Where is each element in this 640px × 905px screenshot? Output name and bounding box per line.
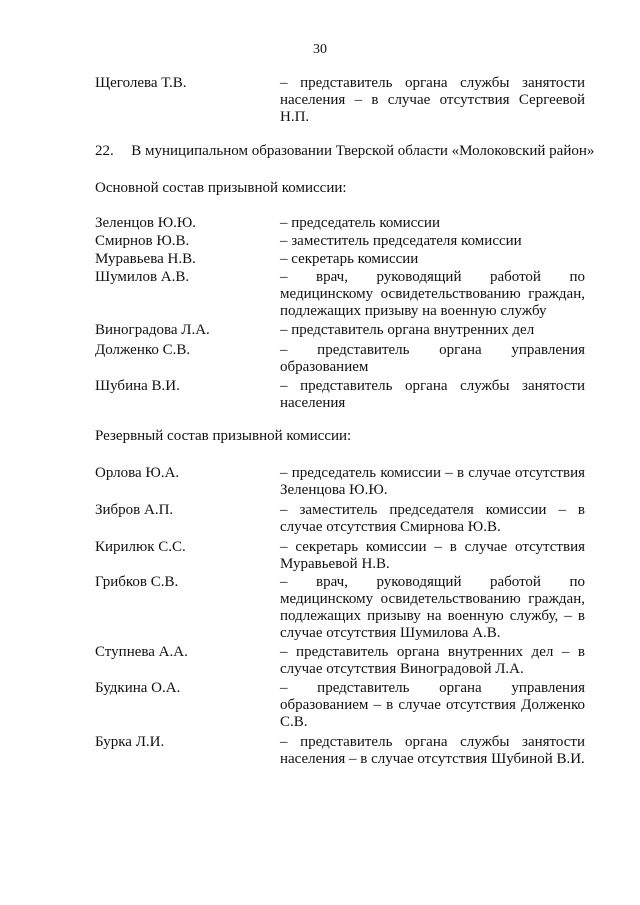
reserve-composition-heading: Резервный состав призывной комиссии: — [95, 428, 352, 444]
section-title: В муниципальном образовании Тверской области «Молоковский район» — [131, 143, 595, 159]
member-name: Смирнов Ю.В. — [95, 233, 190, 249]
member-role-line: подлежащих призыву на военную службу, – в — [280, 608, 585, 624]
member-role-line: подлежащих призыву на военную службу — [280, 303, 547, 319]
member-role-line: – заместитель председателя комиссии – в — [280, 502, 585, 518]
member-role-line: – представитель органа службы занятости — [280, 734, 585, 750]
member-name: Зеленцов Ю.Ю. — [95, 215, 197, 231]
member-role-line: Муравьевой Н.В. — [280, 556, 390, 572]
member-role — [280, 502, 585, 536]
member-role-line: С.В. — [280, 714, 308, 730]
member-name: Шумилов А.В. — [95, 269, 190, 285]
member-role — [280, 574, 585, 642]
member-role-line: – секретарь комиссии — [280, 251, 419, 267]
page-number: 30 — [313, 42, 327, 57]
member-name: Ступнева А.А. — [95, 644, 188, 660]
member-role-line: – представитель органа службы занятости — [280, 378, 585, 394]
member-name: Шубина В.И. — [95, 378, 180, 394]
main-composition-heading: Основной состав призывной комиссии: — [95, 180, 347, 196]
member-role — [280, 378, 585, 412]
member-name: Будкина О.А. — [95, 680, 181, 696]
section-heading — [95, 143, 595, 160]
member-role-line: населения – в случае отсутствия Сергеевой — [280, 92, 585, 108]
member-name: Кирилюк С.С. — [95, 539, 186, 555]
member-role-line: медицинскому освидетельствованию граждан, — [280, 591, 585, 607]
member-name: Долженко С.В. — [95, 342, 191, 358]
member-role — [280, 680, 585, 731]
member-role-line: образованием – в случае отсутствия Долженко — [280, 697, 585, 713]
member-role-line: – секретарь комиссии – в случае отсутствия — [280, 539, 585, 555]
member-role-line: – председатель комиссии – в случае отсутствия — [280, 465, 585, 481]
member-name: Грибков С.В. — [95, 574, 179, 590]
member-role — [280, 539, 585, 573]
member-role — [280, 465, 585, 499]
member-role-line: – заместитель председателя комиссии — [280, 233, 522, 249]
member-name: Щеголева Т.В. — [95, 75, 187, 91]
member-role — [280, 322, 585, 339]
member-name: Орлова Ю.А. — [95, 465, 180, 481]
section-number: 22. — [95, 143, 114, 159]
member-role-line: – председатель комиссии — [280, 215, 440, 231]
member-role-line: – врач, руководящий работой по — [280, 269, 585, 285]
member-role-line: населения – в случае отсутствия Шубиной В.И. — [280, 751, 585, 767]
member-role-line: медицинскому освидетельствованию граждан, — [280, 286, 585, 302]
member-role — [280, 342, 585, 376]
member-role — [280, 75, 585, 126]
member-role-line: случае отсутствия Виноградовой Л.А. — [280, 661, 524, 677]
member-role — [280, 269, 585, 320]
member-role-line: случае отсутствия Шумилова А.В. — [280, 625, 501, 641]
member-role-line: населения — [280, 395, 346, 411]
member-role-line: – представитель органа управления — [280, 680, 585, 696]
member-role-line: случае отсутствия Смирнова Ю.В. — [280, 519, 501, 535]
member-role — [280, 251, 585, 268]
member-role-line: – представитель органа внутренних дел — [280, 322, 535, 338]
member-role-line: – врач, руководящий работой по — [280, 574, 585, 590]
member-role-line: образованием — [280, 359, 369, 375]
member-role — [280, 215, 585, 232]
member-role-line: – представитель органа службы занятости — [280, 75, 585, 91]
member-name: Муравьева Н.В. — [95, 251, 196, 267]
member-role-line: Зеленцова Ю.Ю. — [280, 482, 388, 498]
member-role — [280, 644, 585, 678]
member-role-line: Н.П. — [280, 109, 310, 125]
member-name: Зибров А.П. — [95, 502, 174, 518]
member-role-line: – представитель органа внутренних дел – в — [280, 644, 585, 660]
member-name: Бурка Л.И. — [95, 734, 165, 750]
member-role — [280, 233, 585, 250]
member-role-line: – представитель органа управления — [280, 342, 585, 358]
member-role — [280, 734, 585, 768]
member-name: Виноградова Л.А. — [95, 322, 210, 338]
